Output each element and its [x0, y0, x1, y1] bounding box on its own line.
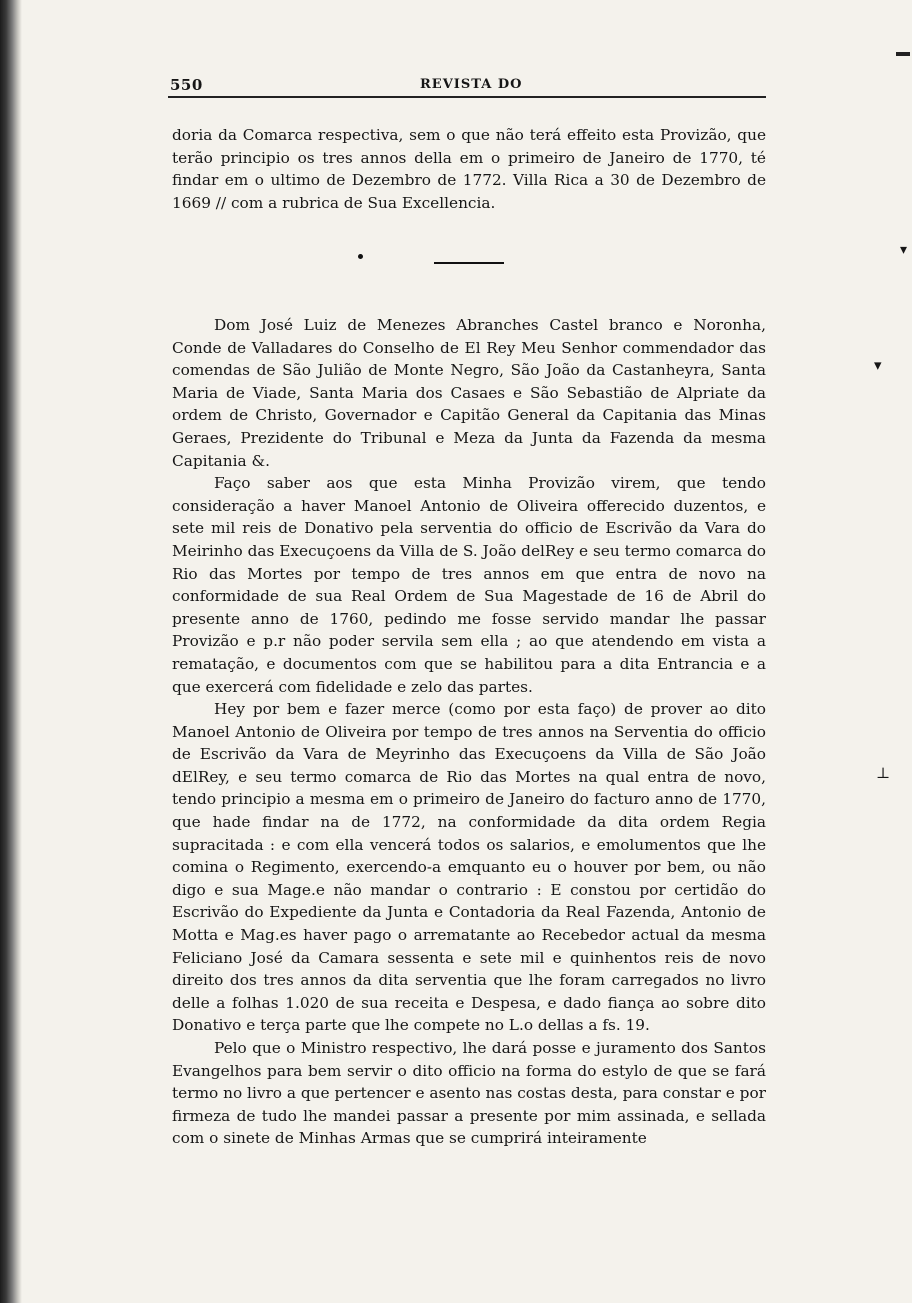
top-paragraph: doria da Comarca respectiva, sem o que não terá effeito esta Provizão, que terão principio os tres annos della em o primeiro de Janeiro de 1770, té findar em o ultimo de Dezembro de 1772. Villa Rica a 30 de Dezembro de 1669 // com a rubrica de Sua Excellencia. [172, 126, 766, 212]
running-head: REVISTA DO [420, 77, 523, 92]
top-paragraph-block [172, 124, 766, 214]
margin-mark: ⊥ [876, 764, 891, 782]
page-number: 550 [170, 76, 203, 94]
provision-paragraph: Dom José Luiz de Menezes Abranches Castel branco e Noronha, Conde de Valladares do Conselho de El Rey Meu Senhor commendador das comendas de São Julião de Monte Negro, São João da Castanheyra, Santa Maria de Viade, Santa Maria dos Casaes e São Sebastião de Alpriate da ordem de Christo, Governador e Capitão General da Capitania das Minas Geraes, Prezidente do Tribunal e Meza da Junta da Fazenda da mesma Capitania &. [172, 316, 766, 470]
section-dot [358, 254, 363, 259]
page-header [168, 74, 766, 98]
margin-mark: ▾ [874, 356, 882, 374]
provision-paragraph: Pelo que o Ministro respectivo, lhe dará posse e juramento dos Santos Evangelhos para bem servir o dito officio na forma do estylo de que se fará termo no livro a que pertencer e asento nas costas desta, para constar e por firmeza de tudo lhe mandei passar a presente por mim assinada, e sellada com o sinete de Minhas Armas que se cumprirá inteiramente [172, 1039, 766, 1148]
margin-mark [896, 52, 910, 56]
section-separator-rule [434, 262, 504, 264]
margin-mark: ▾ [900, 242, 908, 258]
book-spine-shadow [0, 0, 22, 1303]
provision-paragraph: Faço saber aos que esta Minha Provizão virem, que tendo consideração a haver Manoel Antonio de Oliveira offerecido duzentos, e sete mil reis de Donativo pela serventia do officio de Escrivão da Vara do Meirinho das Execuçoens da Villa de S. João delRey e seu termo comarca do Rio das Mortes por tempo de tres annos em que entra de novo na conformidade de sua Real Ordem de Sua Magestade de 16 de Abril do presente anno de 1760, pedindo me fosse servido mandar lhe passar Provizão e p.r não poder servila sem ella ; ao que atendendo em vista a rematação, e documentos com que se habilitou para a dita Entrancia e a que exercerá com fidelidade e zelo das partes. [172, 474, 766, 696]
provision-paragraph: Hey por bem e fazer merce (como por esta faço) de prover ao dito Manoel Antonio de Oliveira por tempo de tres annos na Serventia do officio de Escrivão da Vara de Meyrinho das Execuçoens da Villa de São João dElRey, e seu termo comarca de Rio das Mortes na qual entra de novo, tendo principio a mesma em o primeiro de Janeiro do facturo anno de 1770, que hade findar na de 1772, na conformidade da dita ordem Regia supracitada : e com ella vencerá todos os salarios, e emolumentos que lhe comina o Regimento, exercendo-a emquanto eu o houver por bem, ou não digo e sua Mage.e não mandar o contrario : E constou por certidão do Escrivão do Expediente da Junta e Contadoria da Real Fazenda, Antonio de Motta e Mag.es haver pago o arrematante ao Recebedor actual da mesma Feliciano José da Camara sessenta e sete mil e quinhentos reis de novo direito dos tres annos da dita serventia que lhe foram carregados no livro delle a folhas 1.020 de sua receita e Despesa, e dado fiança ao sobre dito Donativo e terça parte que lhe compete no L.o dellas a fs. 19. [172, 700, 766, 1035]
provision-text-block [172, 314, 766, 1150]
